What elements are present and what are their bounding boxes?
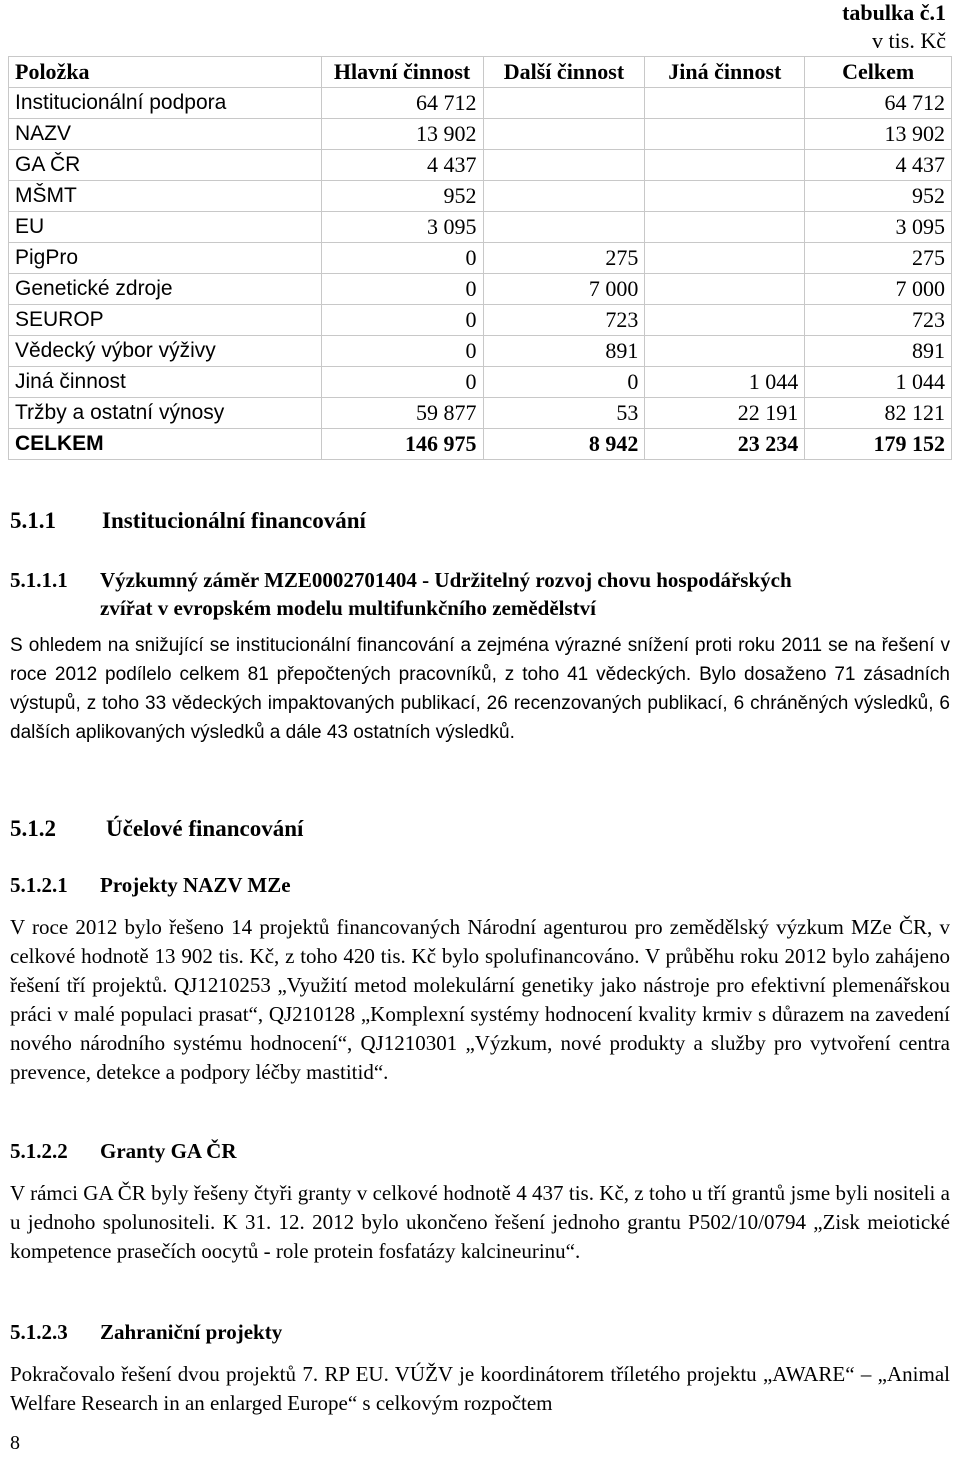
row-label: GA ČR (9, 150, 322, 181)
table-cell (645, 336, 805, 367)
table-cell: 4 437 (805, 150, 952, 181)
table-cell: 13 902 (321, 119, 483, 150)
row-label: SEUROP (9, 305, 322, 336)
column-header: Jiná činnost (645, 57, 805, 88)
table-cell: 0 (483, 367, 645, 398)
table-cell (645, 243, 805, 274)
table-caption: tabulka č.1 (842, 0, 946, 25)
section-heading-5-1-2-1 (10, 873, 291, 898)
table-cell: 0 (321, 367, 483, 398)
table-cell: 53 (483, 398, 645, 429)
paragraph-5-1-2-1: V roce 2012 bylo řešeno 14 projektů financovaných Národní agenturou pro zemědělský výzkum MZe ČR, v celkové hodnotě 13 902 tis. Kč, z toho 420 tis. Kč bylo spolufinancováno. V průběhu roku 2012 bylo zahájeno řešení tří projektů. QJ1210253 „Využití metod molekulární genetiky jako nástroje pro efektivní plemenářskou práci v malé populaci prasat“, QJ210128 „Komplexní systémy hodnocení kvality krmiv s důrazem na zavedení nového národního systému hodnocení“, QJ1210301 „Výzkum, nové produkty a služby pro vytvoření centra prevence, detekce a podpory léčby mastitid“. (10, 915, 950, 1084)
section-heading-5-1-2-3 (10, 1320, 282, 1345)
table-cell: 82 121 (805, 398, 952, 429)
table-cell (483, 150, 645, 181)
table-cell (483, 119, 645, 150)
table-cell: 723 (805, 305, 952, 336)
column-header: Hlavní činnost (321, 57, 483, 88)
table-row (9, 150, 952, 181)
table-unit: v tis. Kč (872, 28, 946, 53)
row-label: EU (9, 212, 322, 243)
paragraph-5-1-2-3: Pokračovalo řešení dvou projektů 7. RP EU. VÚŽV je koordinátorem tříletého projektu „AWARE“ – „Animal Welfare Research in an enlarged Europe“ s celkovým rozpočtem (10, 1362, 950, 1415)
row-label: NAZV (9, 119, 322, 150)
table-cell: 1 044 (805, 367, 952, 398)
table-cell: 23 234 (645, 429, 805, 460)
table-cell: 64 712 (805, 88, 952, 119)
table-row (9, 305, 952, 336)
row-label: CELKEM (9, 429, 322, 460)
table-cell: 13 902 (805, 119, 952, 150)
page-number: 8 (10, 1432, 20, 1454)
table-cell: 7 000 (805, 274, 952, 305)
table-cell: 275 (805, 243, 952, 274)
section-number: 5.1.2.1 (10, 873, 68, 897)
section-title-line1: Výzkumný záměr MZE0002701404 - Udržitelný rozvoj chovu hospodářských (100, 568, 792, 592)
table-cell (645, 181, 805, 212)
column-header: Celkem (805, 57, 952, 88)
table-row (9, 88, 952, 119)
table-cell (645, 150, 805, 181)
table-cell: 146 975 (321, 429, 483, 460)
table-cell: 59 877 (321, 398, 483, 429)
table-cell: 22 191 (645, 398, 805, 429)
section-title: Granty GA ČR (100, 1139, 237, 1163)
table-cell: 952 (321, 181, 483, 212)
table-row (9, 119, 952, 150)
table-cell: 179 152 (805, 429, 952, 460)
table-cell (645, 274, 805, 305)
table-cell: 1 044 (645, 367, 805, 398)
table-cell (645, 119, 805, 150)
table-cell: 7 000 (483, 274, 645, 305)
table-row (9, 336, 952, 367)
table-cell: 0 (321, 274, 483, 305)
financial-table (8, 56, 952, 460)
table-cell: 3 095 (321, 212, 483, 243)
paragraph-5-1-2-2: V rámci GA ČR byly řešeny čtyři granty v celkové hodnotě 4 437 tis. Kč, z toho u tří grantů jsme byli nositeli a u jednoho spolunositeli. K 31. 12. 2012 bylo ukončeno řešení jednoho grantu P502/10/0794 „Zisk meiotické kompetence prasečích oocytů - role protein fosfatázy kalcineurinu“. (10, 1181, 950, 1263)
section-number: 5.1.1.1 (10, 568, 68, 592)
row-label: Tržby a ostatní výnosy (9, 398, 322, 429)
table-cell (483, 212, 645, 243)
table-cell: 3 095 (805, 212, 952, 243)
section-number: 5.1.2.2 (10, 1139, 68, 1163)
section-title-line2: zvířat v evropském modelu multifunkčního zemědělství (100, 596, 597, 620)
row-label: Jiná činnost (9, 367, 322, 398)
table-cell: 891 (483, 336, 645, 367)
table-row (9, 212, 952, 243)
paragraph-5-1-1-1: S ohledem na snižující se institucionální financování a zejména výrazné snížení proti roku 2011 se na řešení v roce 2012 podílelo celkem 81 přepočtených pracovníků, z toho 41 vědeckých. Bylo dosaženo 71 zásadních výstupů, z toho 33 vědeckých impaktovaných publikací, 26 recenzovaných publikací, 6 chráněných výsledků, 6 dalších aplikovaných výsledků a dále 43 ostatních výsledků. (10, 635, 950, 743)
table-cell: 723 (483, 305, 645, 336)
section-number: 5.1.1 (10, 508, 56, 533)
section-title: Zahraniční projekty (100, 1320, 283, 1344)
section-title: Institucionální financování (102, 508, 366, 533)
section-heading-5-1-2-2 (10, 1139, 237, 1164)
section-title: Projekty NAZV MZe (100, 873, 291, 897)
table-row (9, 398, 952, 429)
section-heading-5-1-1-1 (10, 566, 792, 622)
section-number: 5.1.2.3 (10, 1320, 68, 1344)
table-cell (645, 305, 805, 336)
table-cell: 275 (483, 243, 645, 274)
section-heading-5-1-1 (10, 508, 366, 534)
table-cell (645, 88, 805, 119)
table-cell (645, 212, 805, 243)
row-label: PigPro (9, 243, 322, 274)
table-cell: 0 (321, 305, 483, 336)
table-cell (483, 88, 645, 119)
table-row (9, 181, 952, 212)
table-cell: 891 (805, 336, 952, 367)
column-header: Položka (9, 57, 322, 88)
table-cell (483, 181, 645, 212)
table-cell: 64 712 (321, 88, 483, 119)
table-cell: 8 942 (483, 429, 645, 460)
table-cell: 0 (321, 243, 483, 274)
section-heading-5-1-2 (10, 816, 303, 842)
table-total-row (9, 429, 952, 460)
table-cell: 0 (321, 336, 483, 367)
section-number: 5.1.2 (10, 816, 56, 841)
table-header-row (9, 57, 952, 88)
table-row (9, 243, 952, 274)
row-label: Genetické zdroje (9, 274, 322, 305)
section-title: Účelové financování (106, 816, 304, 841)
table-cell: 952 (805, 181, 952, 212)
row-label: Institucionální podpora (9, 88, 322, 119)
row-label: MŠMT (9, 181, 322, 212)
row-label: Vědecký výbor výživy (9, 336, 322, 367)
table-cell: 4 437 (321, 150, 483, 181)
table-row (9, 274, 952, 305)
table-row (9, 367, 952, 398)
column-header: Další činnost (483, 57, 645, 88)
